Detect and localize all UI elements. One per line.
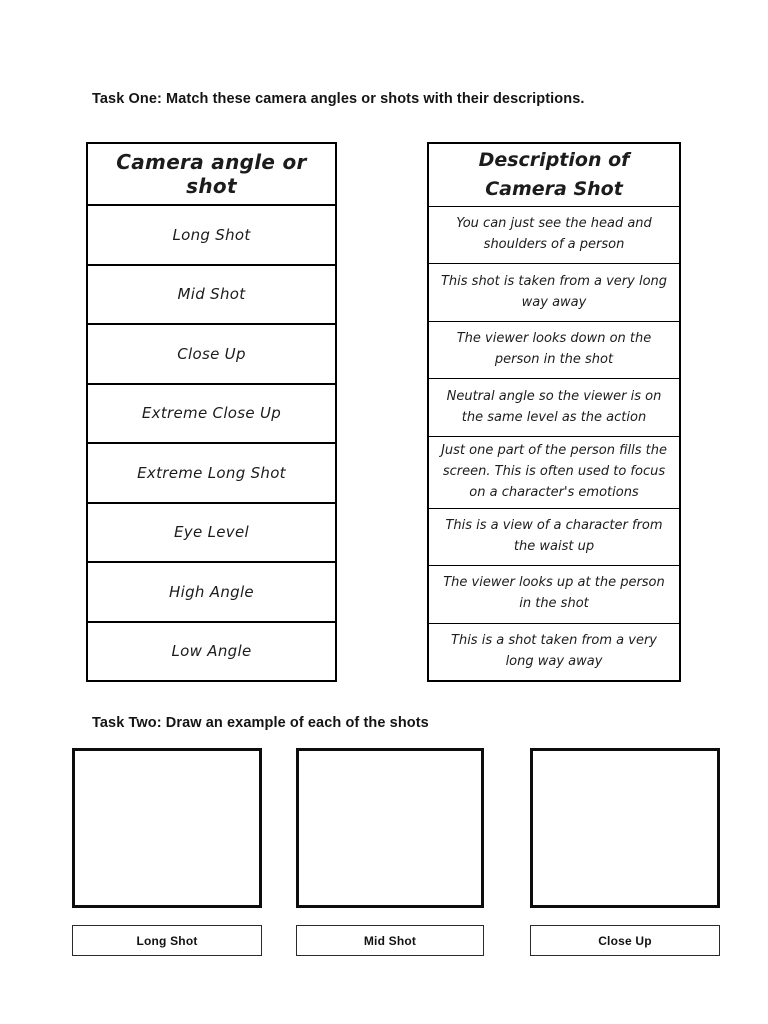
draw-box-long-shot bbox=[72, 748, 262, 908]
task-two-heading: Task Two: Draw an example of each of the shots bbox=[92, 715, 429, 731]
task-one-heading: Task One: Match these camera angles or shots with their descriptions. bbox=[92, 91, 585, 107]
draw-box-mid-shot bbox=[296, 748, 484, 908]
description-cell: The viewer looks down on the person in the shot bbox=[429, 321, 679, 378]
draw-box-label: Mid Shot bbox=[296, 925, 484, 956]
description-cell: This shot is taken from a very long way away bbox=[429, 263, 679, 320]
description-table bbox=[427, 142, 681, 682]
camera-shot-cell: Low Angle bbox=[88, 621, 335, 681]
description-cell: Just one part of the person fills the screen. This is often used to focus on a character's emotions bbox=[429, 436, 679, 508]
camera-shot-cell: Extreme Close Up bbox=[88, 383, 335, 443]
camera-shot-cell: Mid Shot bbox=[88, 264, 335, 324]
camera-shot-cell: Eye Level bbox=[88, 502, 335, 562]
camera-shot-table bbox=[86, 142, 337, 682]
camera-shot-cell: Extreme Long Shot bbox=[88, 442, 335, 502]
description-cell: The viewer looks up at the person in the shot bbox=[429, 565, 679, 622]
description-table-header bbox=[429, 144, 679, 206]
description-cell: This is a view of a character from the waist up bbox=[429, 508, 679, 565]
description-cell: You can just see the head and shoulders of a person bbox=[429, 206, 679, 263]
description-cell: Neutral angle so the viewer is on the same level as the action bbox=[429, 378, 679, 435]
camera-shot-cell: Long Shot bbox=[88, 204, 335, 264]
draw-box-label: Long Shot bbox=[72, 925, 262, 956]
draw-box-label: Close Up bbox=[530, 925, 720, 956]
draw-box-close-up bbox=[530, 748, 720, 908]
camera-shot-cell: Close Up bbox=[88, 323, 335, 383]
camera-shot-table-header: Camera angle or shot bbox=[116, 150, 307, 198]
camera-shot-cell: High Angle bbox=[88, 561, 335, 621]
description-cell: This is a shot taken from a very long way away bbox=[429, 623, 679, 680]
description-table-header-text: Description of Camera Shot bbox=[478, 148, 630, 200]
